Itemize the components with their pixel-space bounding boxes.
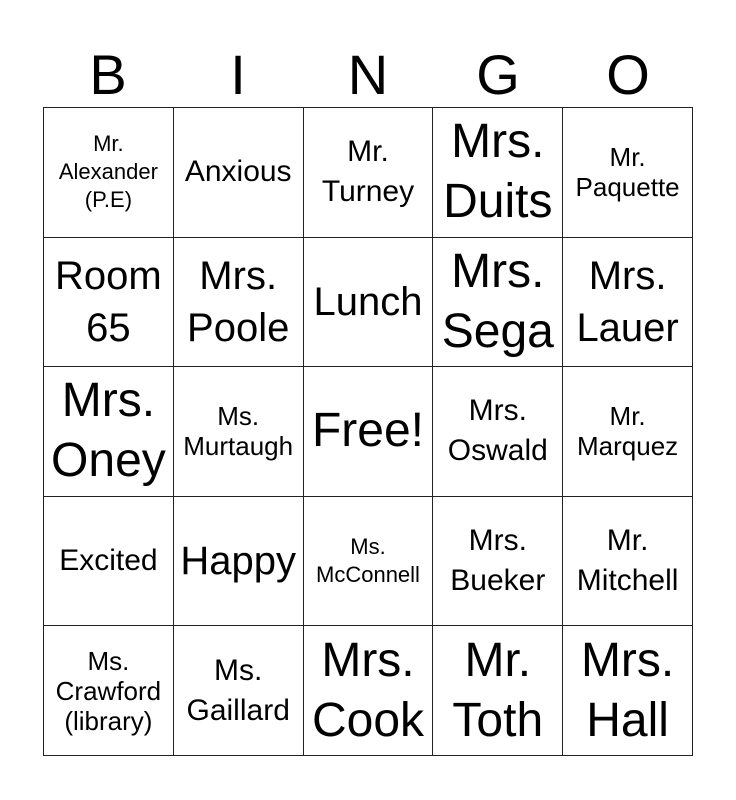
bingo-free-space[interactable]	[304, 367, 434, 497]
bingo-cell[interactable]	[433, 367, 563, 497]
bingo-cell[interactable]	[174, 238, 304, 368]
bingo-cell[interactable]	[304, 626, 434, 756]
bingo-cell-label: Mr. Marquez	[577, 401, 679, 462]
bingo-cell[interactable]	[174, 626, 304, 756]
bingo-cell[interactable]	[174, 367, 304, 497]
bingo-cell-label: Ms. McConnell	[316, 534, 420, 588]
bingo-cell-label: Mr. Toth	[452, 633, 544, 747]
bingo-cell[interactable]	[44, 238, 174, 368]
header-letter-o: O	[606, 43, 650, 106]
bingo-cell-label: Ms. Murtaugh	[183, 401, 294, 462]
bingo-cell-label: Mr. Mitchell	[576, 524, 679, 598]
bingo-cell[interactable]	[433, 238, 563, 368]
bingo-cell[interactable]	[304, 108, 434, 238]
bingo-header	[43, 42, 693, 108]
bingo-cell[interactable]	[304, 238, 434, 368]
bingo-cell[interactable]	[563, 367, 693, 497]
bingo-cell-label: Free!	[311, 404, 424, 458]
bingo-cell-label: Mrs. Oswald	[447, 394, 548, 468]
bingo-cell-label: Room 65	[55, 253, 162, 350]
header-letter-b: B	[89, 43, 127, 106]
bingo-cell[interactable]	[304, 497, 434, 627]
bingo-cell[interactable]	[563, 626, 693, 756]
bingo-cell[interactable]	[563, 108, 693, 238]
bingo-cell-label: Mrs. Oney	[51, 374, 166, 488]
bingo-cell[interactable]	[44, 626, 174, 756]
bingo-cell-label: Mrs. Hall	[580, 633, 675, 747]
bingo-cell-label: Mrs. Bueker	[450, 524, 546, 598]
bingo-cell-label: Mrs. Sega	[441, 244, 554, 358]
bingo-cell[interactable]	[433, 626, 563, 756]
bingo-cell[interactable]	[44, 367, 174, 497]
header-letter-g: G	[476, 43, 520, 106]
bingo-cell-label: Mrs. Duits	[443, 115, 553, 229]
bingo-cell-label: Ms. Crawford (library)	[55, 645, 162, 736]
header-letter-i: I	[230, 43, 246, 106]
bingo-cell[interactable]	[44, 108, 174, 238]
bingo-cell[interactable]	[563, 238, 693, 368]
bingo-cell-label: Mr. Paquette	[575, 142, 680, 203]
bingo-cell-label: Mrs. Cook	[311, 633, 425, 747]
bingo-cell-label: Mr. Alexander (P.E)	[58, 131, 158, 213]
bingo-cell[interactable]	[563, 497, 693, 627]
bingo-cell[interactable]	[433, 497, 563, 627]
bingo-cell-label: Anxious	[184, 155, 292, 189]
bingo-cell-label: Excited	[59, 544, 158, 578]
bingo-board	[43, 107, 693, 756]
bingo-cell-label: Mrs. Poole	[187, 253, 290, 350]
bingo-cell[interactable]	[174, 108, 304, 238]
bingo-cell-label: Mrs. Lauer	[576, 253, 679, 350]
bingo-cell-label: Happy	[180, 539, 296, 584]
bingo-cell[interactable]	[44, 497, 174, 627]
bingo-cell[interactable]	[433, 108, 563, 238]
header-letter-n: N	[347, 43, 389, 106]
bingo-cell-label: Lunch	[313, 279, 423, 324]
bingo-cell-label: Mr. Turney	[321, 135, 415, 209]
bingo-cell[interactable]	[174, 497, 304, 627]
bingo-cell-label: Ms. Gaillard	[186, 653, 290, 727]
